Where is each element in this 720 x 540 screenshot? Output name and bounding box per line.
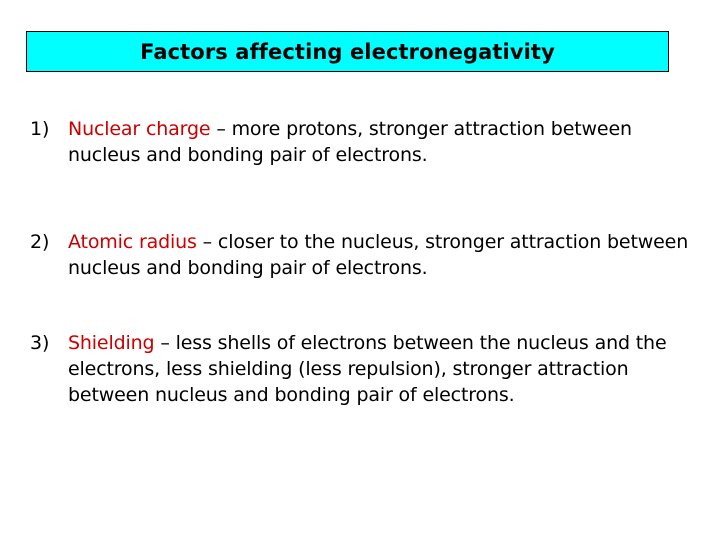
- slide-title: Factors affecting electronegativity: [140, 39, 555, 64]
- factor-number: 1): [30, 118, 50, 140]
- factor-term: Shielding: [68, 332, 155, 354]
- factor-item-nuclear-charge: [30, 116, 710, 168]
- factor-item-atomic-radius: [30, 229, 710, 281]
- factor-description: – more protons, stronger attraction between nucleus and bonding pair of electrons.: [68, 118, 632, 166]
- factor-description: – closer to the nucleus, stronger attraction between nucleus and bonding pair of electrons.: [68, 231, 689, 279]
- factor-body: [68, 116, 710, 168]
- factor-term: Atomic radius: [68, 231, 197, 253]
- factor-number: 2): [30, 231, 50, 253]
- slide-title-banner: [26, 31, 669, 72]
- factor-term: Nuclear charge: [68, 118, 211, 140]
- factor-number: 3): [30, 332, 50, 354]
- factor-body: [68, 229, 710, 281]
- factor-body: [68, 330, 710, 408]
- factor-description: – less shells of electrons between the nucleus and the electrons, less shielding (less repulsion), stronger attraction between nucleus and bonding pair of electrons.: [68, 332, 667, 406]
- factor-item-shielding: [30, 330, 710, 408]
